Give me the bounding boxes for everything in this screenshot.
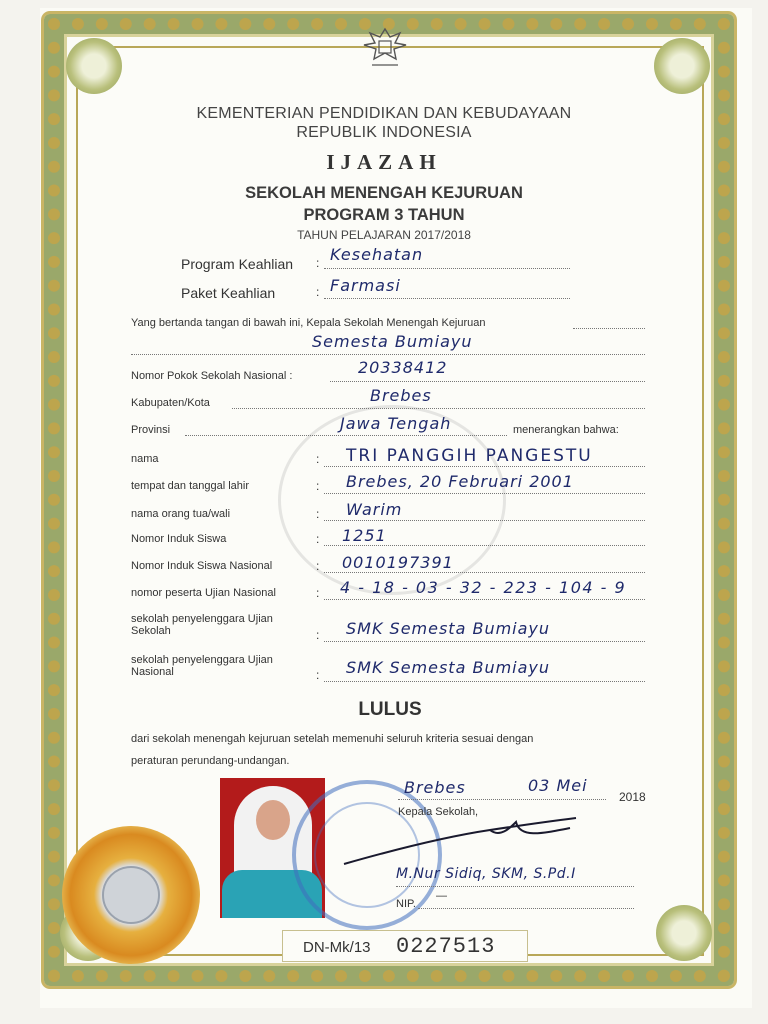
intro-text: Yang bertanda tangan di bawah ini, Kepala Sekolah Menengah Kejuruan [131,317,486,329]
national-exam-value: SMK Semesta Bumiayu [346,658,551,677]
states-text: menerangkan bahwa: [513,424,619,436]
colon: : [316,668,320,682]
ministry-title: KEMENTERIAN PENDIDIKAN DAN KEBUDAYAAN REPUBLIK INDONESIA [196,105,572,141]
dotted-line [418,908,634,909]
school-name-value: Semesta Bumiayu [312,332,473,351]
colon: : [316,256,320,270]
parent-label: nama orang tua/wali [131,508,231,520]
dotted-line [330,381,645,382]
colon: : [316,628,320,642]
package-value: Farmasi [330,276,401,295]
dotted-line [324,466,645,467]
serial-code: DN-Mk/13 [303,939,371,956]
province-label: Provinsi [131,424,171,436]
dotted-line [398,799,606,800]
garuda-emblem-icon [356,22,414,72]
dotted-line [324,298,570,299]
embossed-seal-icon [62,826,200,964]
academic-year: TAHUN PELAJARAN 2017/2018 [297,228,471,242]
school-exam-value: SMK Semesta Bumiayu [346,619,551,638]
dotted-line [324,520,645,521]
exam-number-label: nomor peserta Ujian Nasional [131,587,276,599]
nis-value: 1251 [342,526,387,545]
colon: : [316,559,320,573]
serial-number: 0227513 [396,934,496,959]
dotted-line [324,599,645,600]
sign-place: Brebes [404,778,466,797]
nip-value: — [436,890,447,902]
school-exam-label: sekolah penyelenggara Ujian Sekolah [131,613,273,637]
colon: : [316,285,320,299]
colon: : [316,507,320,521]
exam-number-value: 4 - 18 - 03 - 32 - 223 - 104 - 9 [340,578,627,597]
sign-date: 03 Mei [528,776,588,795]
dotted-line [573,328,645,329]
principal-name: M.Nur Sidiq, SKM, S.Pd.I [396,866,576,882]
colon: : [316,532,320,546]
nisn-value: 0010197391 [342,553,454,572]
statement-line-2: peraturan perundang-undangan. [131,755,290,767]
corner-ornament-icon [654,38,710,94]
colon: : [316,452,320,466]
program-label: Program Keahlian [181,256,294,272]
dotted-line [396,886,634,887]
statement-line-1: dari sekolah menengah kejuruan setelah memenuhi seluruh kriteria sesuai dengan [131,733,534,745]
document-title: IJAZAH [326,150,442,174]
dotted-line [131,354,645,355]
dotted-line [232,408,645,409]
dotted-line [324,641,645,642]
dotted-line [324,572,645,573]
corner-ornament-icon [66,38,122,94]
dotted-line [185,435,507,436]
dotted-line [324,268,570,269]
province-value: Jawa Tengah [340,414,452,433]
colon: : [316,586,320,600]
student-name-label: nama [131,453,159,465]
signature-icon [340,808,580,868]
birth-value: Brebes, 20 Februari 2001 [346,472,574,491]
sign-year: 2018 [619,790,646,804]
nis-label: Nomor Induk Siswa [131,533,227,545]
dotted-line [324,493,645,494]
npsn-label: Nomor Pokok Sekolah Nasional : [131,370,293,382]
school-type-heading: SEKOLAH MENENGAH KEJURUAN PROGRAM 3 TAHUN [245,184,523,224]
package-label: Paket Keahlian [181,285,276,301]
program-value: Kesehatan [330,245,424,264]
student-name-value: TRI PANGGIH PANGESTU [346,446,593,466]
corner-ornament-icon [656,905,712,961]
dotted-line [324,681,645,682]
regency-value: Brebes [370,386,432,405]
nip-label: NIP. [396,898,416,910]
result-heading: LULUS [358,699,422,720]
parent-value: Warim [346,500,403,519]
dotted-line [324,545,645,546]
birth-label: tempat dan tanggal lahir [131,480,250,492]
sign-role: Kepala Sekolah, [398,806,479,818]
npsn-value: 20338412 [358,358,448,377]
regency-label: Kabupaten/Kota [131,397,210,409]
colon: : [316,479,320,493]
national-exam-label: sekolah penyelenggara Ujian Nasional [131,654,273,678]
nisn-label: Nomor Induk Siswa Nasional [131,560,273,572]
